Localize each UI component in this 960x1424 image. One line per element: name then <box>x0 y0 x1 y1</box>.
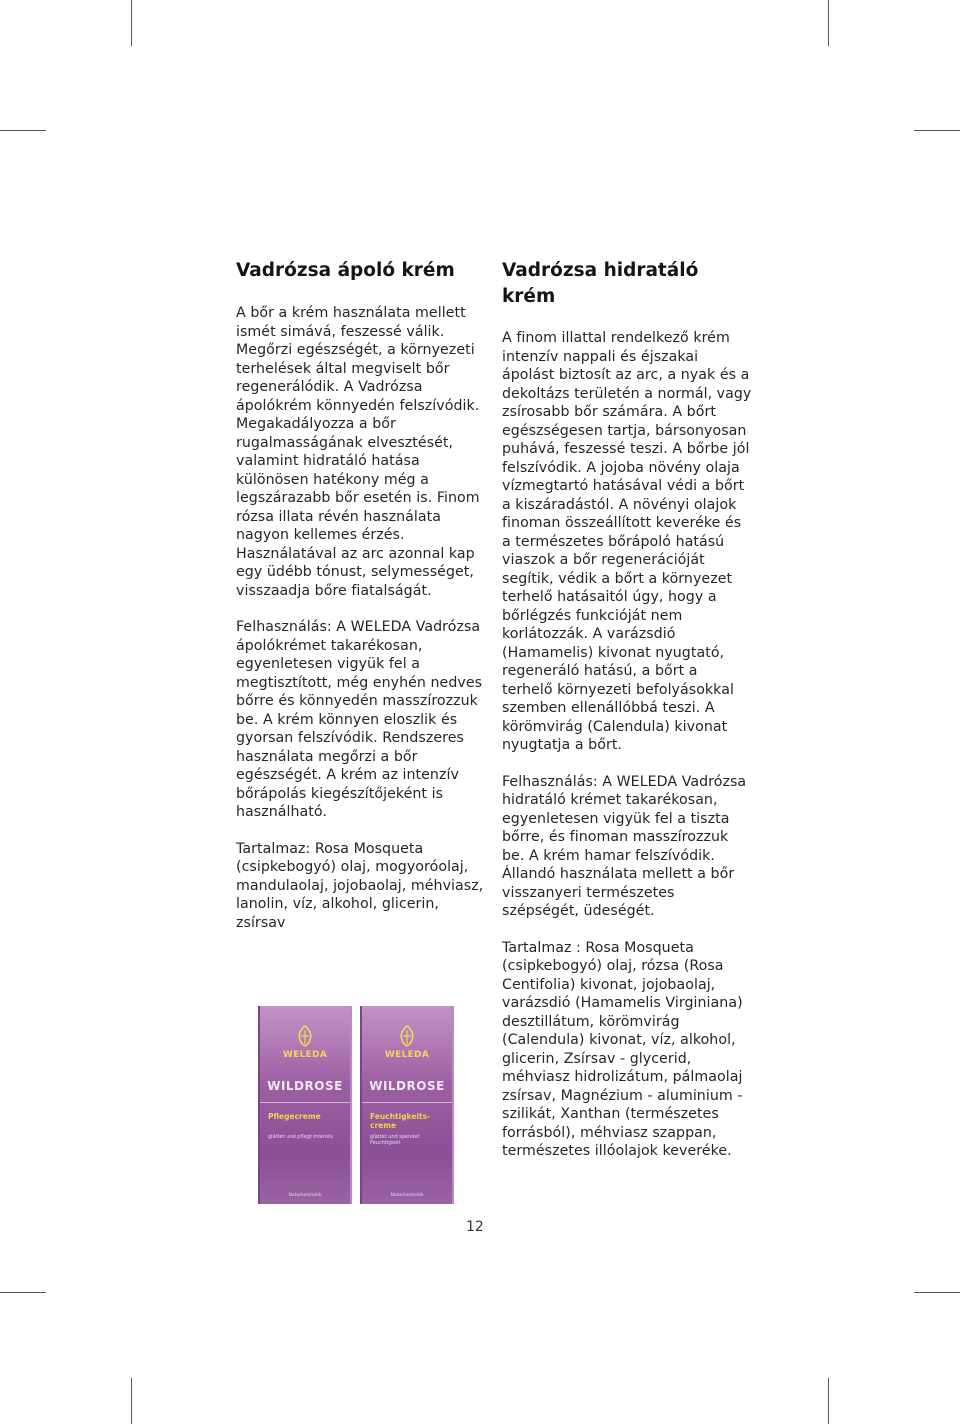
divider <box>260 1102 350 1103</box>
product-brand: WELEDA <box>384 1050 430 1060</box>
weleda-logo-icon <box>396 1024 418 1048</box>
product-subtext: glättet und pflegt intensiv <box>268 1134 334 1140</box>
product-variant: Feuchtigkeits-creme <box>370 1112 431 1130</box>
product-variant: Pflegecreme <box>268 1112 321 1121</box>
weleda-logo-icon <box>294 1024 316 1048</box>
crop-mark <box>828 1378 829 1424</box>
crop-mark <box>828 0 829 46</box>
product-name: WILDROSE <box>267 1079 343 1093</box>
product-tube <box>258 1006 352 1204</box>
right-paragraph-description: A finom illattal rendelkező krém intenzív nappali és éjszakai ápolást biztosít az arc, a nyak és a dekoltázs területén a normál, vagy zsírosabb bőr számára. A bőrt egészségesen tartja, bársonyosan puhává, feszessé teszi. A bőrbe jól felszívódik. A jojoba növény olaja vízmegtartó hatásával védi a bőrt a kiszáradástól. A növényi olajok finoman összeállított keveréke és a természetes bőrápoló hatású viaszok a bőr regenerációját segítik, védik a bőrt a környezet terhelő hatásaitól úgy, hogy a bőrlégzés funkcióját nem korlátozzák. A varázsdió (Hamamelis) kivonat nyugtató, regeneráló hatású, a bőrt a terhelő környezeti befolyásokkal szemben ellenállóbbá teszi. A körömvirág (Calendula) kivonat nyugtatja a bőrt. <box>502 330 752 753</box>
product-name: WILDROSE <box>369 1079 445 1093</box>
product-tube <box>360 1006 454 1204</box>
right-paragraph-ingredients: Tartalmaz : Rosa Mosqueta (csipkebogyó) olaj, rózsa (Rosa Centifolia) kivonat, jojobaolaj, varázsdió (Hamamelis Virginiana) desztillátum, körömvirág (Calendula) kivonat, víz, alkohol, glicerin, Zsírsav - glycerid, méhviasz hidrolizátum, pálmaolaj zsírsav, Magnézium - aluminium - szilikát, Xanthan (természetes forrásból), méhviasz szappan, természetes illóolajok keveréke. <box>502 939 743 1159</box>
right-paragraph-usage: Felhasználás: A WELEDA Vadrózsa hidratáló krémet takarékosan, egyenletesen vigyük fel a tiszta bőrre, és finoman masszírozzuk be. A krém hamar felszívódik. Állandó használata mellett a bőr visszanyeri természetes szépségét, üdeségét. <box>502 773 747 919</box>
crop-mark <box>914 1292 960 1293</box>
page-number: 12 <box>466 1219 484 1235</box>
right-title: Vadrózsa hidratáló krém <box>502 260 699 307</box>
crop-mark <box>0 1292 46 1293</box>
product-small-print: Naturkosmetik <box>288 1193 322 1198</box>
left-title: Vadrózsa ápoló krém <box>236 260 455 281</box>
left-paragraph-description: A bőr a krém használata mellett ismét simává, feszessé válik. Megőrzi egészségét, a környezeti terhelések által megviselt bőr regenerálódik. A Vadrózsa ápolókrém könnyedén felszívódik. Megakadályozza a bőr rugalmasságának elvesztését, valamint hidratáló hatása különösen hatékony még a legszárazabb bőr esetén is. Finom rózsa illata révén használata nagyon kellemes érzés. Használatával az arc azonnal kap egy üdébb tónust, selymességet, visszaadja bőre fiatalságát. <box>236 305 480 599</box>
crop-mark <box>914 130 960 131</box>
right-column <box>502 258 752 1179</box>
left-paragraph-usage: Felhasználás: A WELEDA Vadrózsa ápolókrémet takarékosan, egyenletesen vigyük fel a megtisztított, még enyhén nedves bőrre és könnyedén masszírozzuk be. A krém könnyen eloszlik és gyorsan felszívódik. Rendszeres használata megőrzi a bőr egészségét. A krém az intenzív bőrápolás kiegészítőjeként is használható. <box>236 619 483 820</box>
crop-mark <box>131 0 132 46</box>
product-small-print: Naturkosmetik <box>390 1193 424 1198</box>
left-paragraph-ingredients: Tartalmaz: Rosa Mosqueta (csipkebogyó) olaj, mogyoróolaj, mandulaolaj, jojobaolaj, méhviasz, lanolin, víz, alkohol, glicerin, zsírsav <box>236 840 484 931</box>
crop-mark <box>0 130 46 131</box>
product-subtext: glättet und spendet Feuchtigkeit <box>370 1134 420 1146</box>
crop-mark <box>131 1378 132 1424</box>
divider <box>362 1102 452 1103</box>
left-column <box>236 258 488 950</box>
product-brand: WELEDA <box>282 1050 328 1060</box>
